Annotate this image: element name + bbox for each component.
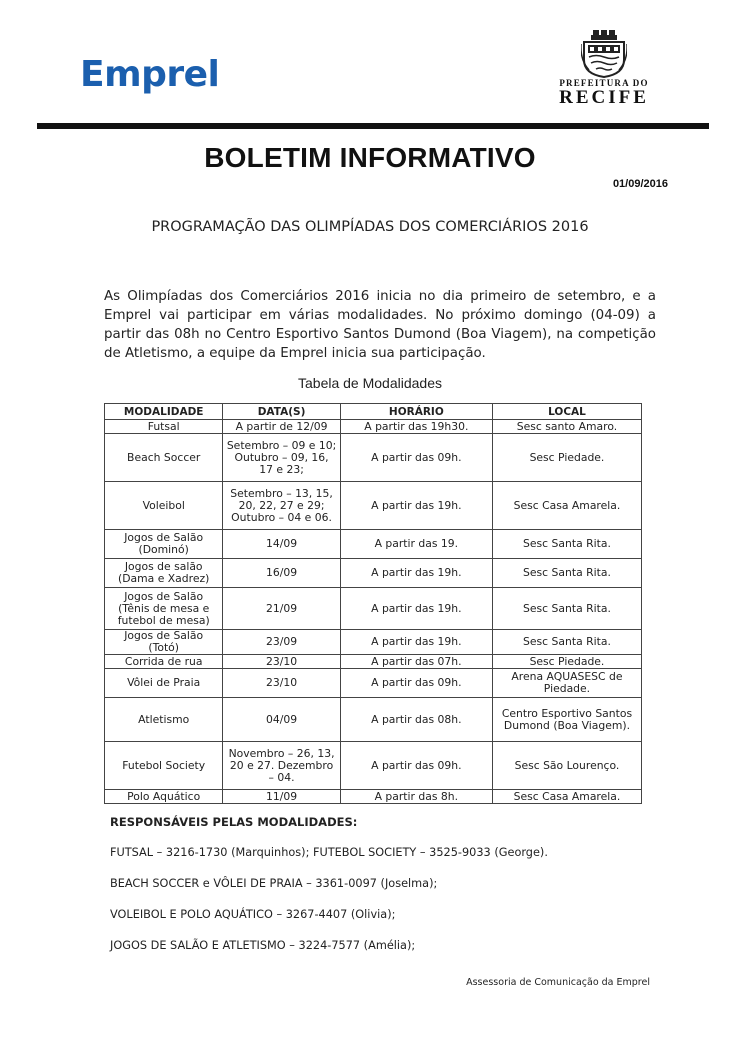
cell-datas: 04/09 [223,698,340,742]
cell-horario: A partir das 19. [340,530,492,559]
cell-modalidade: Vôlei de Praia [105,669,223,698]
table-header-row [105,404,642,420]
cell-horario: A partir das 09h. [340,742,492,790]
cell-local: Sesc santo Amaro. [492,420,641,434]
cell-local: Sesc Casa Amarela. [492,790,641,804]
cell-horario: A partir das 19h. [340,588,492,630]
cell-local: Sesc Santa Rita. [492,630,641,655]
recife-label: RECIFE [559,87,649,108]
page-subtitle: PROGRAMAÇÃO DAS OLIMPÍADAS DOS COMERCIÁRIOS 2016 [151,219,589,235]
page-title: BOLETIM INFORMATIVO [204,142,536,173]
cell-horario: A partir das 09h. [340,434,492,482]
emprel-logo: Emprel [80,54,220,95]
cell-datas: 16/09 [223,559,340,588]
cell-local: Sesc Casa Amarela. [492,482,641,530]
responsaveis-heading: RESPONSÁVEIS PELAS MODALIDADES: [110,815,358,829]
cell-datas: 11/09 [223,790,340,804]
table-row [105,655,642,669]
responsavel-line: BEACH SOCCER e VÔLEI DE PRAIA – 3361-0097 (Joselma); [110,877,438,890]
cell-local: Sesc Santa Rita. [492,530,641,559]
cell-modalidade: Jogos de Salão (Dominó) [105,530,223,559]
table-row [105,742,642,790]
responsavel-line: FUTSAL – 3216-1730 (Marquinhos); FUTEBOL SOCIETY – 3525-9033 (George). [110,846,548,859]
cell-modalidade: Futsal [105,420,223,434]
intro-paragraph: As Olimpíadas dos Comerciários 2016 inicia no dia primeiro de setembro, e a Emprel vai participar em várias modalidades. No próximo domingo (04-09) a partir das 08h no Centro Esportivo Santos Dumond (Boa Viagem), na competição de Atletismo, a equipe da Emprel inicia sua participação. [104,289,656,361]
cell-horario: A partir das 09h. [340,669,492,698]
modalidades-table [104,403,642,804]
cell-horario: A partir das 19h. [340,482,492,530]
cell-modalidade: Jogos de Salão (Totó) [105,630,223,655]
cell-local: Centro Esportivo Santos Dumond (Boa Viagem). [492,698,641,742]
cell-modalidade: Corrida de rua [105,655,223,669]
cell-datas: A partir de 12/09 [223,420,340,434]
cell-modalidade: Jogos de Salão (Tênis de mesa e futebol de mesa) [105,588,223,630]
cell-local: Sesc Santa Rita. [492,588,641,630]
footer-credit: Assessoria de Comunicação da Emprel [466,977,650,988]
cell-local: Sesc Piedade. [492,434,641,482]
cell-modalidade: Futebol Society [105,742,223,790]
table-row [105,420,642,434]
cell-datas: 23/10 [223,655,340,669]
prefeitura-recife-logo [548,30,660,108]
cell-datas: Setembro – 09 e 10; Outubro – 09, 16, 17 e 23; [223,434,340,482]
table-row [105,630,642,655]
cell-horario: A partir das 19h. [340,559,492,588]
table-row [105,669,642,698]
header-divider [37,123,709,129]
cell-datas: 23/10 [223,669,340,698]
table-row [105,698,642,742]
cell-datas: Novembro – 26, 13, 20 e 27. Dezembro – 04. [223,742,340,790]
responsavel-line: VOLEIBOL E POLO AQUÁTICO – 3267-4407 (Olivia); [110,908,396,921]
responsavel-line: JOGOS DE SALÃO E ATLETISMO – 3224-7577 (Amélia); [110,939,416,952]
cell-datas: 14/09 [223,530,340,559]
cell-modalidade: Voleibol [105,482,223,530]
cell-local: Arena AQUASESC de Piedade. [492,669,641,698]
cell-datas: 21/09 [223,588,340,630]
column-header-modalidade: MODALIDADE [105,404,223,420]
cell-modalidade: Jogos de salão (Dama e Xadrez) [105,559,223,588]
cell-modalidade: Atletismo [105,698,223,742]
bulletin-date: 01/09/2016 [612,178,668,190]
cell-datas: Setembro – 13, 15, 20, 22, 27 e 29; Outubro – 04 e 06. [223,482,340,530]
table-row [105,559,642,588]
table-row [105,588,642,630]
table-row [105,434,642,482]
cell-horario: A partir das 07h. [340,655,492,669]
cell-local: Sesc Piedade. [492,655,641,669]
recife-crest-icon [581,30,627,78]
column-header-local: LOCAL [492,404,641,420]
cell-horario: A partir das 08h. [340,698,492,742]
cell-horario: A partir das 19h. [340,630,492,655]
table-caption: Tabela de Modalidades [298,375,442,391]
cell-datas: 23/09 [223,630,340,655]
cell-local: Sesc São Lourenço. [492,742,641,790]
table-row [105,530,642,559]
cell-modalidade: Polo Aquático [105,790,223,804]
column-header-horario: HORÁRIO [340,404,492,420]
table-row [105,482,642,530]
table-row [105,790,642,804]
cell-horario: A partir das 19h30. [340,420,492,434]
cell-local: Sesc Santa Rita. [492,559,641,588]
prefeitura-label: PREFEITURA DO [559,78,649,88]
column-header-datas: DATA(S) [223,404,340,420]
cell-modalidade: Beach Soccer [105,434,223,482]
cell-horario: A partir das 8h. [340,790,492,804]
